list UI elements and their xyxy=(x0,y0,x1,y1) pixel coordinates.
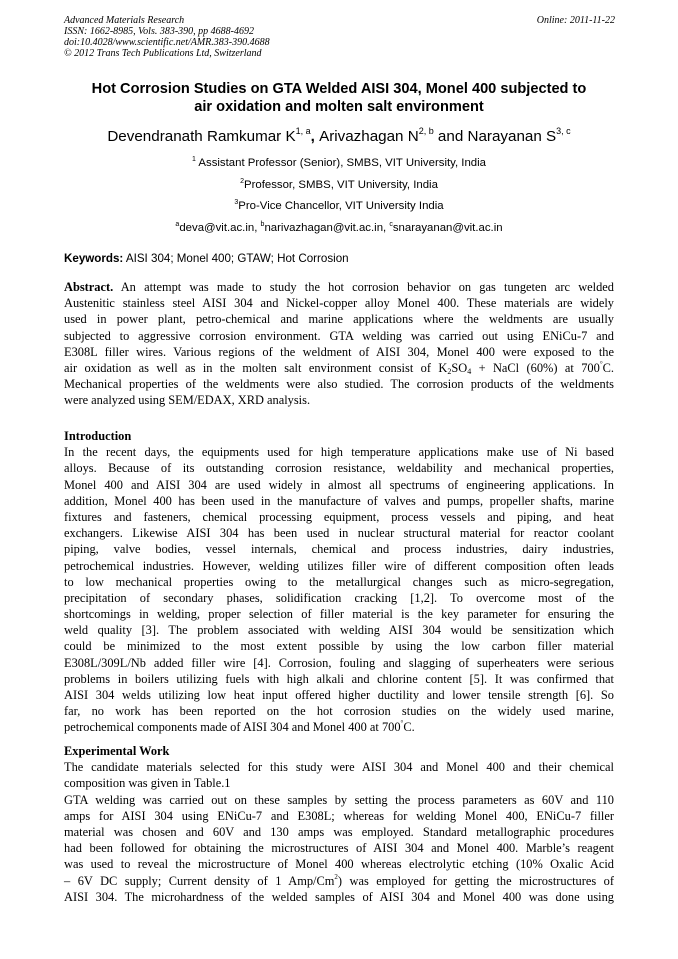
paragraph-line: composition was given in Table.1 xyxy=(64,776,231,791)
paragraph-line: addition, Monel 400 has been used in the manufacture of valves and pumps, propeller shafts, marine xyxy=(64,493,614,508)
paragraph-text: ) was employed for getting the microstructures of xyxy=(337,873,614,888)
paragraph-line: GTA welding was carried out on these samples by setting the process parameters as 60V and 110 xyxy=(64,792,614,807)
paragraph-line: could be minimized to the most extent possible by using the low carbon filler material xyxy=(64,639,614,654)
author-superscript: 3, c xyxy=(556,126,571,136)
experimental-section xyxy=(64,743,614,905)
chem-subscript: 4 xyxy=(467,366,472,376)
affiliation-text: Professor, SMBS, VIT University, India xyxy=(243,178,438,191)
paragraph-line: AISI 304. The microhardness of the welded samples of AISI 304 and Monel 400 was done using xyxy=(64,889,614,904)
journal-doi[interactable]: doi:10.4028/www.scientific.net/AMR.383-390.4688 xyxy=(64,37,270,48)
paragraph-line: alloys. Because of its outstanding corrosion resistance, weldability and mechanical properties, xyxy=(64,461,614,476)
abstract-line: E308L filler wires. Various regions of the weldment of AISI 304, Monel 400 were exposed to the xyxy=(64,344,614,359)
affiliation-text: Pro-Vice Chancellor, VIT University India xyxy=(238,200,444,212)
paragraph-line: shortcomings in welding, proper selection of filler material is the key parameter for ensuring the xyxy=(64,607,614,622)
abstract-label: Abstract. xyxy=(64,280,114,294)
abstract-line: Austenitic stainless steel AISI 304 and Nickel-copper alloy Monel 400. These materials are widely xyxy=(64,296,614,311)
paragraph-line: petrochemical industries. However, welding utilizes filler wire of different composition often leads xyxy=(64,558,614,573)
abstract-text: C. xyxy=(602,360,615,375)
section-heading: Introduction xyxy=(64,429,132,443)
paragraph-line: The candidate materials selected for this study were AISI 304 and Monel 400 and their chemical xyxy=(64,760,614,775)
section-heading: Experimental Work xyxy=(64,744,170,758)
abstract-text: An attempt was made to study the hot corrosion behavior on gas tungeten arc welded xyxy=(113,280,614,294)
keywords xyxy=(64,251,624,267)
paragraph-line: amps for AISI 304 using ENiCu-7 and E308L; whereas for welding Monel 400, ENiCu-7 filler xyxy=(64,808,614,823)
paragraph-line: precipitation of secondary phases, solidification cracking [1,2]. To overcome most of the xyxy=(64,590,614,605)
author-name: Narayanan S xyxy=(467,128,557,145)
paragraph-line xyxy=(64,873,614,889)
affiliation xyxy=(20,153,658,175)
paragraph-line: material was chosen and 60V and 130 amps was employed. Standard metallographic procedures xyxy=(64,824,614,839)
email-link[interactable]: snarayanan@vit.ac.in xyxy=(392,221,503,234)
unit-superscript: 2 xyxy=(334,872,338,881)
chem-subscript: 2 xyxy=(447,366,452,376)
affiliation xyxy=(20,175,658,197)
abstract-text: + NaCl (60%) at 700 xyxy=(471,360,600,375)
author-superscript: 2, b xyxy=(418,126,434,136)
journal-issn: ISSN: 1662-8985, Vols. 383-390, pp 4688-4692 xyxy=(64,26,254,37)
abstract-line: Mechanical properties of the weldments were also studied. The corrosion products of the weldments xyxy=(64,377,614,392)
paragraph-line: exchangers. Likewise AISI 304 has been used in nuclear structural material for reactor coolant xyxy=(64,526,614,541)
author-separator: and xyxy=(433,128,468,145)
paragraph-line: weld quality [3]. The problem associated with welding AISI 304 would be sensitization which xyxy=(64,623,614,638)
paragraph-line: AISI 304 welds utilizing low heat input offered higher ductility and lower tensile strength [6]. So xyxy=(64,688,614,702)
email-link[interactable]: deva@vit.ac.in, xyxy=(179,221,261,234)
paragraph-line: to low mechanical properties owing to the metallurgical changes such as micro-segregation, xyxy=(64,574,614,589)
author-superscript: 1, a xyxy=(295,126,311,136)
affiliation-marker: 2 xyxy=(240,177,244,185)
abstract-text: air oxidation as well as in the molten salt environment consist of K xyxy=(64,360,448,375)
abstract-line xyxy=(64,360,614,376)
journal-name: Advanced Materials Research xyxy=(64,15,185,26)
paragraph-text: C. xyxy=(403,720,415,735)
paragraph-line: E308L/309L/Nb added filler wire [4]. Corrosion, fouling and slagging of superheaters were serious xyxy=(64,655,614,670)
author-list xyxy=(20,127,658,147)
abstract-text: SO xyxy=(451,360,468,375)
abstract-line: were analyzed using SEM/EDAX, XRD analysis. xyxy=(64,393,311,408)
abstract xyxy=(64,279,614,409)
online-date: Online: 2011-11-22 xyxy=(536,15,615,26)
abstract-line: subjected to aggressive corrosion environment. GTA welding was carried out using ENiCu-7 and xyxy=(64,328,614,343)
title-line: Hot Corrosion Studies on GTA Welded AISI 304, Monel 400 subjected to xyxy=(91,81,587,97)
paper-title xyxy=(56,80,622,116)
paragraph-text: – 6V DC supply; Current density of 1 Amp/Cm xyxy=(64,873,335,888)
author-name: Devendranath Ramkumar K xyxy=(107,128,296,145)
author-separator: , xyxy=(310,128,320,145)
introduction-section xyxy=(64,428,614,736)
email-marker: a xyxy=(175,220,180,228)
keywords-text: AISI 304; Monel 400; GTAW; Hot Corrosion xyxy=(123,252,349,265)
email-link[interactable]: narivazhagan@vit.ac.in, xyxy=(264,221,390,234)
abstract-line xyxy=(64,279,614,295)
abstract-line: used in power plant, petro-chemical and marine applications where the weldments are usually xyxy=(64,312,614,327)
title-line: air oxidation and molten salt environment xyxy=(194,99,484,115)
paragraph-line: problems in boilers utilizing fuels with high alkali and chlorine content [5]. It was confirmed that xyxy=(64,671,614,686)
paragraph-line: fixtures and fasteners, chemical processing equipment, process vessels and piping, and heat xyxy=(64,509,614,524)
degree-symbol: ° xyxy=(599,359,603,368)
affiliation-text: Assistant Professor (Senior), SMBS, VIT University, India xyxy=(195,157,487,169)
paragraph-line: had been followed for obtaining the microstructures of AISI 304 and Monel 400. Marble’s reagent xyxy=(64,841,614,856)
affiliation xyxy=(20,196,658,218)
email-marker: c xyxy=(389,220,393,228)
journal-info xyxy=(64,15,424,59)
affiliations xyxy=(20,153,658,239)
affiliation-marker: 1 xyxy=(191,156,196,163)
paragraph-line: Monel 400 and AISI 304 are used widely in almost all spectrums of engineering applications. In xyxy=(64,477,614,492)
affiliation-marker: 3 xyxy=(234,199,239,206)
paragraph-text: petrochemical components made of AISI 304 and Monel 400 at 700 xyxy=(64,720,401,735)
degree-symbol: ° xyxy=(400,719,404,728)
author-name: Arivazhagan N xyxy=(319,128,419,145)
paragraph-line: was used to reveal the microstructure of Monel 400 whereas electrolytic etching (10% Oxalic Acid xyxy=(64,857,614,872)
paragraph-line: piping, valve bodies, vessel internals, chemical and process industries, dairy industries, xyxy=(64,542,614,557)
journal-copyright: © 2012 Trans Tech Publications Ltd, Switzerland xyxy=(64,48,262,59)
email-list xyxy=(20,218,658,240)
keywords-label: Keywords: xyxy=(64,252,124,265)
paragraph-line xyxy=(64,719,614,735)
paragraph-line: In the recent days, the equipments used for high temperature applications make use of Ni based xyxy=(64,445,614,460)
paragraph-line: far, no work has been reported on the hot corrosion studies on the widely used marine, xyxy=(64,704,614,719)
email-marker: b xyxy=(260,220,265,228)
